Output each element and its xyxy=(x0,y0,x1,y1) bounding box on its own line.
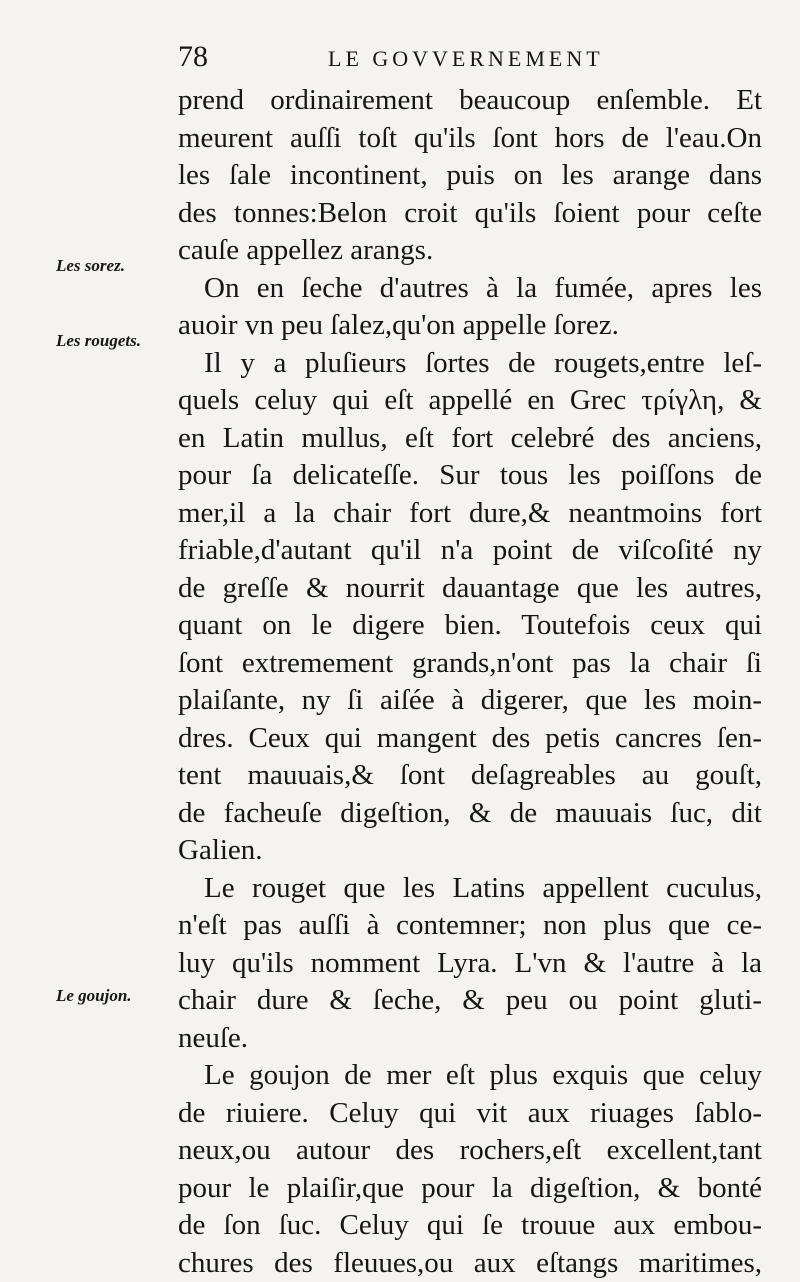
text-line: chures des fleuues,ou aux eſtangs maritimes, xyxy=(178,1245,762,1282)
text-line: prend ordinairement beaucoup enſemble. Et xyxy=(178,82,762,120)
text-line: Le rouget que les Latins appellent cuculus, xyxy=(178,870,762,908)
text-line: quant on le digere bien. Toutefois ceux qui xyxy=(178,607,762,645)
text-line: On en ſeche d'autres à la fumée, apres les xyxy=(178,270,762,308)
text-block xyxy=(178,82,762,1282)
text-line: meurent auſſi toſt qu'ils ſont hors de l'eau.On xyxy=(178,120,762,158)
text-line: Le goujon de mer eſt plus exquis que celuy xyxy=(178,1057,762,1095)
text-line: de riuiere. Celuy qui vit aux riuages ſablo- xyxy=(178,1095,762,1133)
text-line: quels celuy qui eſt appellé en Grec τρίγλη, & xyxy=(178,382,762,420)
text-line: les ſale incontinent, puis on les arange dans xyxy=(178,157,762,195)
text-line: Il y a pluſieurs ſortes de rougets,entre leſ- xyxy=(178,345,762,383)
text-line: dres. Ceux qui mangent des petis cancres ſen- xyxy=(178,720,762,758)
text-line: de facheuſe digeſtion, & de mauuais ſuc, dit xyxy=(178,795,762,833)
text-line: tent mauuais,& ſont deſagreables au gouſt, xyxy=(178,757,762,795)
page-header xyxy=(178,40,758,76)
text-line: neux,ou autour des rochers,eſt excellent,tant xyxy=(178,1132,762,1170)
text-line: luy qu'ils nomment Lyra. L'vn & l'autre à la xyxy=(178,945,762,983)
text-line: pour ſa delicateſſe. Sur tous les poiſſons de xyxy=(178,457,762,495)
margin-note-goujon: Le goujon. xyxy=(56,986,132,1006)
text-line: cauſe appellez arangs. xyxy=(178,232,762,270)
text-line: Galien. xyxy=(178,832,762,870)
text-line: mer,il a la chair fort dure,& neantmoins fort xyxy=(178,495,762,533)
text-line: en Latin mullus, eſt fort celebré des anciens, xyxy=(178,420,762,458)
page-number: 78 xyxy=(178,40,208,74)
text-line: des tonnes:Belon croit qu'ils ſoient pour ceſte xyxy=(178,195,762,233)
text-line: n'eſt pas auſſi à contemner; non plus que ce- xyxy=(178,907,762,945)
text-line: neuſe. xyxy=(178,1020,762,1058)
text-line: de ſon ſuc. Celuy qui ſe trouue aux embou- xyxy=(178,1207,762,1245)
text-line: pour le plaiſir,que pour la digeſtion, & bonté xyxy=(178,1170,762,1208)
text-line: auoir vn peu ſalez,qu'on appelle ſorez. xyxy=(178,307,762,345)
margin-note-rougets: Les rougets. xyxy=(56,331,141,351)
running-head: LE GOVVERNEMENT xyxy=(328,46,604,72)
text-line: de greſſe & nourrit dauantage que les autres, xyxy=(178,570,762,608)
text-line: friable,d'autant qu'il n'a point de viſcoſité ny xyxy=(178,532,762,570)
text-line: ſont extremement grands,n'ont pas la chair ſi xyxy=(178,645,762,683)
margin-note-sorez: Les sorez. xyxy=(56,256,125,276)
text-line: plaiſante, ny ſi aiſée à digerer, que les moin- xyxy=(178,682,762,720)
text-line: chair dure & ſeche, & peu ou point gluti- xyxy=(178,982,762,1020)
